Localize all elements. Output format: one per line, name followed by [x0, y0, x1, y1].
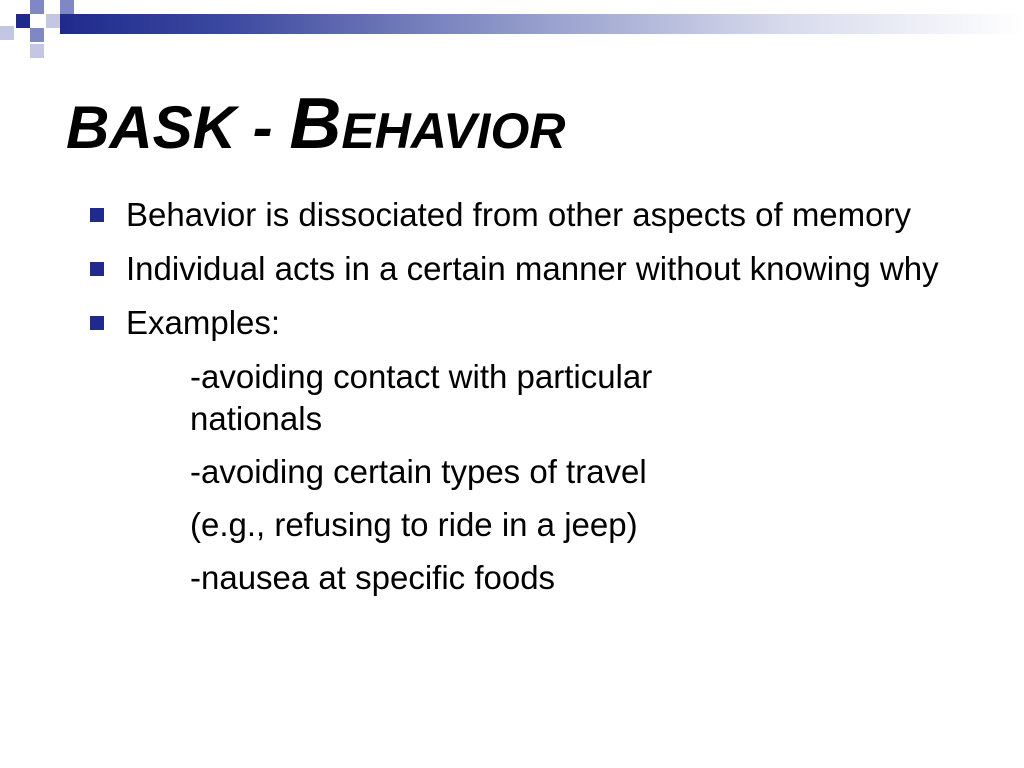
- bullet-text: Behavior is dissociated from other aspects of memory: [126, 196, 911, 233]
- title-initial: B: [289, 84, 342, 164]
- bullet-text: Individual acts in a certain manner without knowing why: [126, 250, 939, 287]
- header-square-icon: [30, 44, 44, 58]
- title-rest: EHAVIOR: [341, 103, 566, 159]
- header-square-icon: [0, 26, 14, 40]
- square-bullet-icon: [90, 262, 104, 276]
- square-bullet-icon: [90, 208, 104, 222]
- bullet-item: [90, 194, 950, 236]
- bullet-text: Examples:: [126, 304, 281, 341]
- header-square-icon: [60, 0, 74, 14]
- decorative-header: [0, 0, 1024, 60]
- slide-body: [90, 194, 950, 610]
- sub-item: -avoiding certain types of travel: [190, 453, 647, 490]
- header-square-icon: [16, 14, 30, 28]
- header-square-icon: [46, 14, 60, 28]
- header-square-icon: [30, 0, 44, 14]
- sub-item: -nausea at specific foods: [190, 559, 556, 596]
- title-prefix: BASK -: [66, 94, 290, 161]
- sub-item: (e.g., refusing to ride in a jeep): [190, 506, 638, 543]
- square-bullet-icon: [90, 316, 104, 330]
- header-square-icon: [30, 28, 44, 42]
- sub-item: -avoiding contact with particular nationals: [190, 358, 653, 437]
- header-gradient-bar: [60, 14, 1024, 34]
- bullet-item: [90, 248, 950, 290]
- slide-title: [66, 84, 566, 164]
- bullet-item: [90, 302, 950, 344]
